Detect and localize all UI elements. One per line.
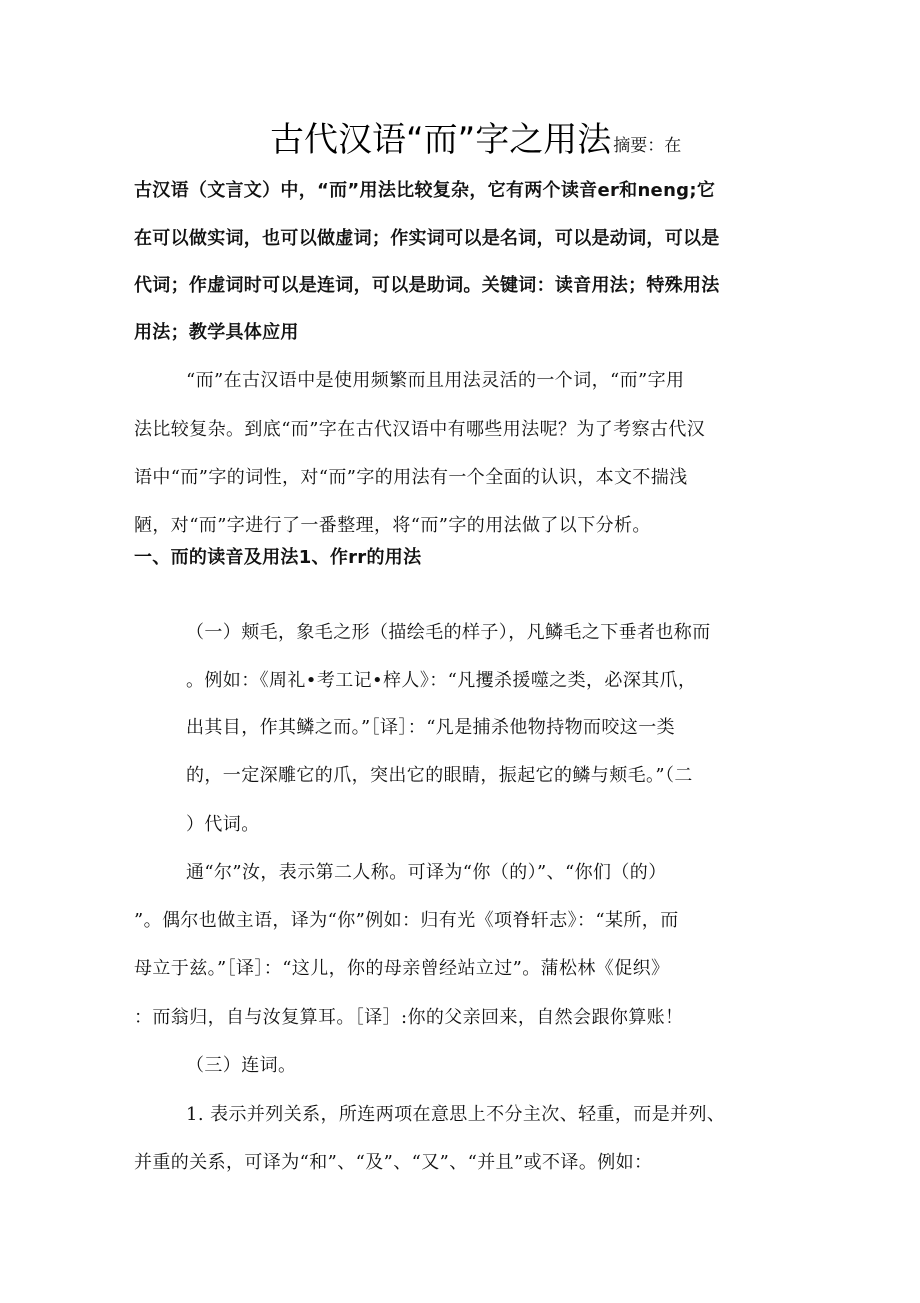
item2-line: ”。偶尔也做主语，译为“你”例如：归有光《项脊轩志》：“某所，而 [134, 910, 679, 931]
item2-line: 母立于兹。”［译］：“这儿，你的母亲曾经站立过”。蒲松林《促织》 [134, 958, 670, 979]
abstract-line: 古汉语（文言文）中，“而”用法比较复杂，它有两个读音er和neng;它 [134, 180, 716, 201]
intro-line: “而”在古汉语中是使用频繁而且用法灵活的一个词，“而”字用 [186, 370, 685, 391]
item1-line: （一）颊毛，象毛之形（描绘毛的样子），凡鳞毛之下垂者也称而 [186, 622, 711, 643]
item3-heading: （三）连词。 [186, 1055, 297, 1076]
intro-line: 语中“而”字的词性，对“而”字的用法有一个全面的认识，本文不揣浅 [134, 467, 688, 488]
intro-line: 陋，对“而”字进行了一番整理，将“而”字的用法做了以下分析。 [134, 515, 651, 536]
title-line [270, 112, 681, 161]
item1-line: 出其目，作其鳞之而。”［译］：“凡是捕杀他物持物而咬这一类 [186, 717, 676, 738]
item3-line: 并重的关系，可译为“和”、“及”、“又”、“并且”或不译。例如： [134, 1152, 653, 1173]
abstract-label: 摘要：在 [613, 136, 682, 156]
section-heading: 一、而的读音及用法1、作rr的用法 [134, 547, 422, 568]
item1-line: ）代词。 [186, 814, 260, 835]
item1-line: 。例如：《周礼•考工记•梓人》：“凡攫杀援噬之类，必深其爪， [186, 670, 697, 691]
abstract-line: 用法；教学具体应用 [134, 322, 299, 343]
item2-line: ：而翁归，自与汝复算耳。［译］:你的父亲回来，自然会跟你算账！ [134, 1007, 684, 1028]
item2-line: 通“尔”汝，表示第二人称。可译为“你（的）”、“你们（的） [186, 862, 667, 883]
item1-line: 的，一定深雕它的爪，突出它的眼睛，振起它的鳞与颊毛。”（二 [186, 765, 693, 786]
abstract-line: 代词；作虚词时可以是连词，可以是助词。关键词：读音用法；特殊用法 [134, 275, 720, 296]
item3-line: 1. 表示并列关系，所连两项在意思上不分主次、轻重，而是并列、 [186, 1104, 726, 1125]
document-title: 古代汉语“而”字之用法 [270, 120, 612, 160]
intro-line: 法比较复杂。到底“而”字在古代汉语中有哪些用法呢？为了考察古代汉 [134, 419, 706, 440]
abstract-line: 在可以做实词，也可以做虚词；作实词可以是名词，可以是动词，可以是 [134, 228, 720, 249]
